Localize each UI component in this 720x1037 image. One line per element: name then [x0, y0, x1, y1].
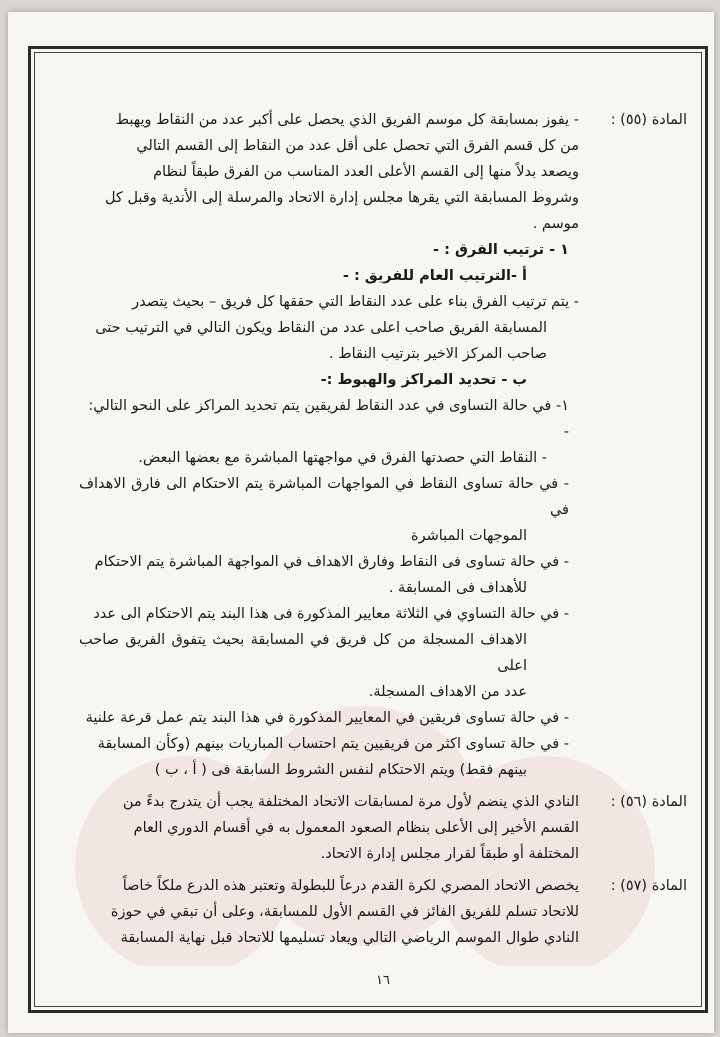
article-55-line: موسم . — [532, 216, 579, 232]
tie-rule: - في حالة التساوي في الثلاثة معايير المذكورة فى هذا البند يتم الاحتكام الى عدد — [93, 606, 569, 622]
heading-positions-relegation: ب - تحديد المراكز والهبوط :- — [320, 372, 527, 388]
general-ranking-line: - يتم ترتيب الفرق بناء على عدد النقاط التي حققها كل فريق – بحيث يتصدر — [132, 294, 579, 310]
page-border-inner — [34, 52, 702, 1007]
scanned-page — [8, 12, 714, 1033]
article-57-label: المادة (٥٧) : — [610, 878, 687, 894]
document-body — [79, 107, 687, 951]
article-56-label: المادة (٥٦) : — [610, 794, 687, 810]
general-ranking-line: المسابقة الفريق صاحب اعلى عدد من النقاط ويكون التالي في الترتيب حتى — [95, 320, 547, 336]
article-56-first-row — [79, 789, 687, 815]
article-57-line: يخصص الاتحاد المصري لكرة القدم درعاً للبطولة وتعتبر هذه الدرع ملكاً خاصاً — [122, 878, 579, 894]
heading-general-ranking: أ -الترتيب العام للفريق : - — [342, 268, 527, 284]
article-55-line: من كل قسم الفرق التي تحصل على أقل عدد من النقاط إلى القسم التالي — [136, 138, 579, 154]
page-number: ١٦ — [376, 973, 390, 988]
tie-rule: الاهداف المسجلة من كل فريق في المسابقة بحيث يتفوق الفريق صاحب اعلى — [79, 632, 527, 674]
article-57-first-row — [79, 873, 687, 899]
article-55-line: وشروط المسابقة التي يقرها مجلس إدارة الاتحاد والمرسلة إلى الأندية وقبل كل — [104, 190, 579, 206]
article-55-line: ويصعد بدلاً منها إلى القسم الأعلى العدد المناسب من الفرق طبقاً لنظام — [153, 164, 579, 180]
article-56-line: المختلفة أو طبقاً لقرار مجلس إدارة الاتحاد. — [320, 846, 579, 862]
article-55-label: المادة (٥٥) : — [610, 112, 687, 128]
tie-rule: - في حالة تساوى اكثر من فريقيين يتم احتساب المباريات بينهم (وكأن المسابقة — [97, 736, 569, 752]
tie-rule: الموجهات المباشرة — [410, 528, 527, 544]
general-ranking-line: صاحب المركز الاخير بترتيب النقاط . — [328, 346, 547, 362]
article-56-line: النادي الذي ينضم لأول مرة لمسابقات الاتحاد المختلفة يجب أن يتدرج بدءً من — [122, 794, 579, 810]
tie-rule: بينهم فقط) ويتم الاحتكام لنفس الشروط السابقة فى ( أ ، ب ) — [154, 762, 527, 778]
tie-rule: - في حالة تساوى النقاط في المواجهات المباشرة يتم الاحتكام الى فارق الاهداف في — [79, 476, 569, 518]
heading-team-ranking: ١ - ترتيب الفرق : - — [433, 242, 569, 258]
article-55-first-row — [79, 107, 687, 133]
page-border-outer — [28, 46, 708, 1013]
article-57-line: للاتحاد تسلم للفريق الفائز في القسم الأول للمسابقة، وعلى أن تبقي في حوزة — [110, 904, 579, 920]
tie-rule: - في حالة تساوى فريقين في المعايير المذكورة في هذا البند يتم عمل قرعة علنية — [85, 710, 569, 726]
tie-rule: - النقاط التي حصدتها الفرق في مواجهتها المباشرة مع بعضها البعض. — [138, 450, 547, 466]
tie-rule: عدد من الاهداف المسجلة. — [368, 684, 527, 700]
article-55-line: - يفوز بمسابقة كل موسم الفريق الذي يحصل على أكبر عدد من النقاط ويهبط — [115, 112, 579, 128]
article-57-line: النادي طوال الموسم الرياضي التالي ويعاد تسليمها للاتحاد قبل نهاية المسابقة — [120, 930, 579, 946]
tie-intro: ١- في حالة التساوى في عدد النقاط لفريقين يتم تحديد المراكز على النحو التالي: - — [88, 398, 569, 440]
tie-rule: للأهداف فى المسابقة . — [388, 580, 527, 596]
tie-rule: - في حالة تساوى فى النقاط وفارق الاهداف في المواجهة المباشرة يتم الاحتكام — [94, 554, 569, 570]
article-56-line: القسم الأخير إلى الأعلى بنظام الصعود المعمول به في أقسام الدوري العام — [133, 820, 579, 836]
